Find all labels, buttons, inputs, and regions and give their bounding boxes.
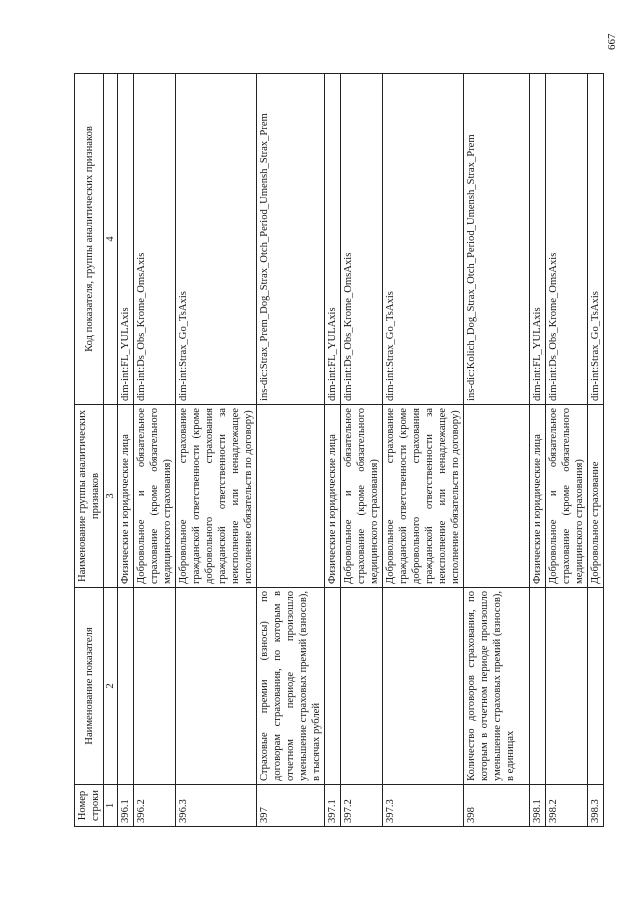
- header-row: [75, 74, 104, 827]
- table-row: [546, 74, 588, 827]
- table-row: [464, 74, 530, 827]
- group-name: Физические и юридические лица: [530, 405, 546, 588]
- indicator-code: dim-int:Ds_Obs_Krome_OmsAxis: [134, 74, 176, 405]
- header-indicator-name: Наименование показателя: [75, 588, 104, 785]
- column-number: 4: [104, 74, 118, 405]
- indicator-code: dim-int:Strax_Go_TsAxis: [383, 74, 464, 405]
- indicator-code: dim-int:FL_YULAxis: [530, 74, 546, 405]
- row-number: 397: [257, 785, 325, 827]
- row-number: 396.2: [134, 785, 176, 827]
- group-name: Добровольное и обязательное страхование (кроме обязательного медицинского страхования): [134, 405, 176, 588]
- row-number: 397.3: [383, 785, 464, 827]
- group-name: Добровольное страхование: [588, 405, 604, 588]
- indicator-name: [325, 588, 341, 785]
- indicator-name: Страховые премии (взносы) по договорам страхования, по которым в отчетном периоде произошло уменьшение страховых премий (взносов), в тысячах рублей: [257, 588, 325, 785]
- group-name: Добровольное и обязательное страхование (кроме обязательного медицинского страхования): [546, 405, 588, 588]
- indicator-name: [588, 588, 604, 785]
- table-row: [134, 74, 176, 827]
- indicator-code: dim-int:Strax_Go_TsAxis: [176, 74, 257, 405]
- row-number: 397.2: [341, 785, 383, 827]
- indicator-name: Количество договоров страхования, по которым в отчетном периоде произошло уменьшение страховых премий (взносов), в единицах: [464, 588, 530, 785]
- indicator-code: dim-int:Strax_Go_TsAxis: [588, 74, 604, 405]
- group-name: Физические и юридические лица: [118, 405, 134, 588]
- table-row: [588, 74, 604, 827]
- indicator-name: [134, 588, 176, 785]
- table-row: [383, 74, 464, 827]
- table-row: [530, 74, 546, 827]
- indicator-name: [530, 588, 546, 785]
- indicator-name: [383, 588, 464, 785]
- indicator-code: dim-int:Ds_Obs_Krome_OmsAxis: [546, 74, 588, 405]
- table-row: [325, 74, 341, 827]
- table-row: [341, 74, 383, 827]
- indicator-code: dim-int:FL_YULAxis: [118, 74, 134, 405]
- table-row: [257, 74, 325, 827]
- row-number: 397.1: [325, 785, 341, 827]
- group-name: Добровольное страхование гражданской ответственности (кроме добровольного страхования гражданской ответственности за неисполнение или ненадлежащее исполнение обязательств по договору): [383, 405, 464, 588]
- row-number: 398: [464, 785, 530, 827]
- group-name: Добровольное страхование гражданской ответственности (кроме добровольного страхования гражданской ответственности за неисполнение или ненадлежащее исполнение обязательств по договору): [176, 405, 257, 588]
- indicator-name: [118, 588, 134, 785]
- indicator-name: [341, 588, 383, 785]
- page-number: 667: [606, 33, 618, 50]
- row-number: 398.3: [588, 785, 604, 827]
- header-code: Код показателя, группы аналитических признаков: [75, 74, 104, 405]
- group-name: Физические и юридические лица: [325, 405, 341, 588]
- header-number: Номер строки: [75, 785, 104, 827]
- group-name: Добровольное и обязательное страхование (кроме обязательного медицинского страхования): [341, 405, 383, 588]
- row-number: 398.1: [530, 785, 546, 827]
- table-row: [176, 74, 257, 827]
- row-number: 398.2: [546, 785, 588, 827]
- indicator-code: dim-int:Ds_Obs_Krome_OmsAxis: [341, 74, 383, 405]
- column-number: 1: [104, 785, 118, 827]
- table-row: [118, 74, 134, 827]
- column-number: 3: [104, 405, 118, 588]
- row-number: 396.3: [176, 785, 257, 827]
- indicator-name: [546, 588, 588, 785]
- group-name: [464, 405, 530, 588]
- column-number-row: [104, 74, 118, 827]
- indicator-code: ins-dic:Kolich_Dog_Strax_Otch_Period_Umensh_Strax_Prem: [464, 74, 530, 405]
- indicator-code: dim-int:FL_YULAxis: [325, 74, 341, 405]
- indicator-name: [176, 588, 257, 785]
- indicator-code: ins-dic:Strax_Prem_Dog_Strax_Otch_Period_Umensh_Strax_Prem: [257, 74, 325, 405]
- column-number: 2: [104, 588, 118, 785]
- group-name: [257, 405, 325, 588]
- row-number: 396.1: [118, 785, 134, 827]
- header-group-name: Наименование группы аналитических признаков: [75, 405, 104, 588]
- indicator-table: [74, 73, 604, 827]
